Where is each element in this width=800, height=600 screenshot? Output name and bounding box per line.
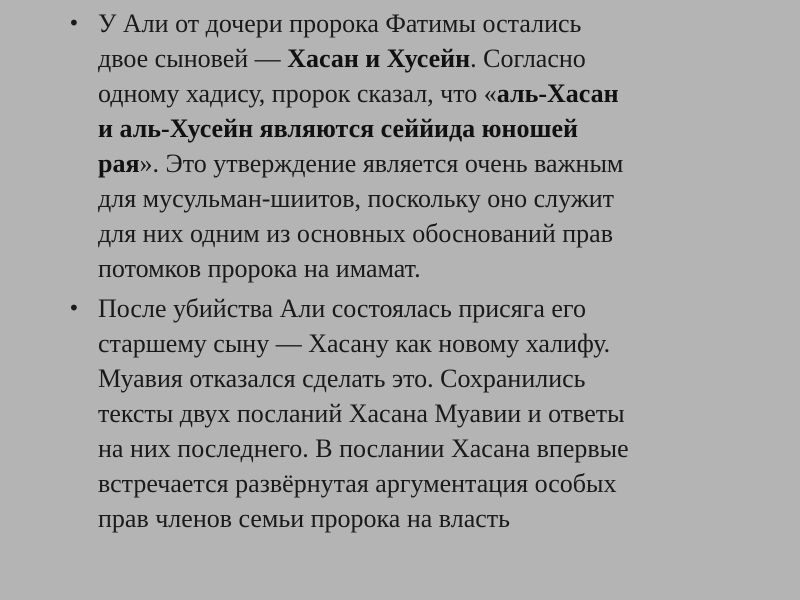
text-run: У Али от дочери пророка Фатимы остались <box>98 9 582 38</box>
text-line <box>98 361 748 396</box>
bullet-list <box>68 6 748 541</box>
text-run: двое сыновей — <box>98 44 288 73</box>
bullet-icon: • <box>68 11 80 35</box>
bullet-item <box>68 6 748 286</box>
text-run: прав членов семьи пророка на власть <box>98 504 510 533</box>
text-line <box>98 6 748 41</box>
text-line <box>98 216 748 251</box>
bullet-icon: • <box>68 296 80 320</box>
bold-text-run: рая <box>98 149 140 178</box>
bold-text-run: аль-Хасан <box>496 79 619 108</box>
text-line <box>98 41 748 76</box>
text-run: встречается развёрнутая аргументация особых <box>98 469 617 498</box>
text-run: После убийства Али состоялась присяга его <box>98 294 586 323</box>
text-line <box>98 111 748 146</box>
text-line <box>98 466 748 501</box>
text-line <box>98 326 748 361</box>
text-run: одному хадису, пророк сказал, что « <box>98 79 497 108</box>
text-run: старшему сыну — Хасану как новому халифу. <box>98 329 611 358</box>
text-run: на них последнего. В послании Хасана впервые <box>98 434 629 463</box>
text-line <box>98 181 748 216</box>
text-run: тексты двух посланий Хасана Муавии и ответы <box>98 399 625 428</box>
bullet-item <box>68 291 748 536</box>
text-run: Муавия отказался сделать это. Сохранились <box>98 364 586 393</box>
text-line <box>98 291 748 326</box>
text-line <box>98 251 748 286</box>
text-run: для мусульман-шиитов, поскольку оно служит <box>98 184 615 213</box>
text-line <box>98 76 748 111</box>
bullet-paragraph <box>98 291 748 536</box>
text-line <box>98 396 748 431</box>
text-line <box>98 146 748 181</box>
bold-text-run: и аль-Хусейн являются сеййида юношей <box>98 114 578 143</box>
text-run: ». Это утверждение является очень важным <box>139 149 624 178</box>
text-run: для них одним из основных обоснований прав <box>98 219 613 248</box>
bullet-paragraph <box>98 6 748 286</box>
text-run: . Согласно <box>470 44 586 73</box>
text-run: потомков пророка на имамат. <box>98 254 421 283</box>
text-line <box>98 431 748 466</box>
bold-text-run: Хасан и Хусейн <box>287 44 471 73</box>
text-line <box>98 501 748 536</box>
